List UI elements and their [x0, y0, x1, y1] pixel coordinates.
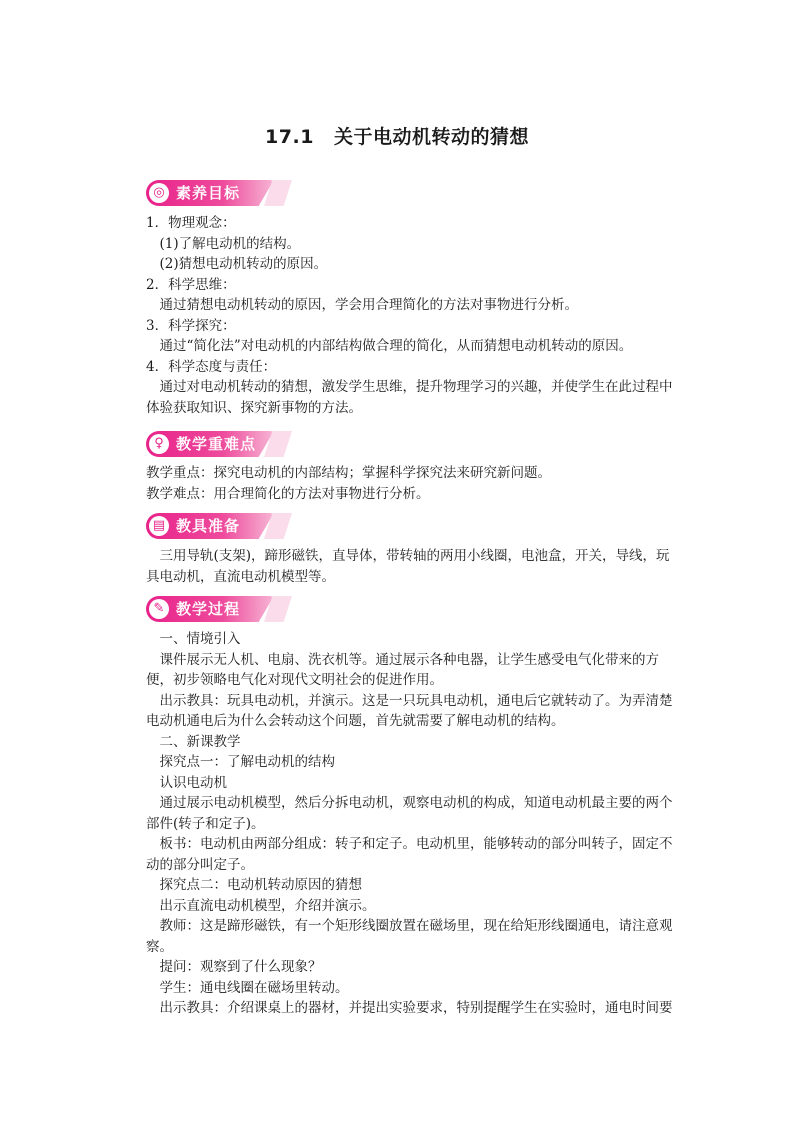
section-badge-goals — [146, 180, 296, 206]
paragraph: 探究点一：了解电动机的结构 — [159, 754, 335, 770]
paragraph: 教学难点：用合理简化的方法对事物进行分析。 — [146, 485, 430, 502]
pin-icon: ♀ — [149, 434, 169, 454]
paragraph: 1．物理观念： — [146, 215, 236, 231]
paragraph: 三用导轨(支架)，蹄形磁铁，直导体，带转轴的两用小线圈，电池盒，开关，导线，玩具电动机，直流电动机模型等。 — [146, 548, 670, 585]
section-badge-process — [146, 596, 296, 622]
paragraph: 出示教具：介绍课桌上的器材，并提出实验要求，特别提醒学生在实验时，通电时间要 — [159, 1000, 673, 1016]
paragraph: 通过对电动机转动的猜想，激发学生思维，提升物理学习的兴趣，并使学生在此过程中体验获取知识、探究新事物的方法。 — [146, 379, 673, 416]
section-heading-process: 教学过程 — [176, 600, 241, 618]
paragraph: 板书：电动机由两部分组成：转子和定子。电动机里，能够转动的部分叫转子，固定不动的部分叫定子。 — [146, 836, 673, 873]
paragraph: 教学重点：探究电动机的内部结构；掌握科学探究法来研究新问题。 — [146, 465, 551, 481]
section-heading-key-points: 教学重难点 — [176, 435, 257, 453]
paragraph: 通过“简化法”对电动机的内部结构做合理的简化，从而猜想电动机转动的原因。 — [159, 338, 633, 354]
page-title — [0, 122, 794, 149]
pencil-icon: ✎ — [149, 599, 169, 619]
paragraph: (1)了解电动机的结构。 — [159, 235, 301, 252]
paragraph: 认识电动机 — [159, 774, 227, 791]
paragraph: (2)猜想电动机转动的原因。 — [159, 256, 328, 272]
paragraph: 二、新课教学 — [159, 733, 241, 750]
section-badge-materials — [146, 513, 296, 539]
book-icon: ▤ — [149, 516, 169, 536]
paragraph: 出示教具：玩具电动机，并演示。这是一只玩具电动机，通电后它就转动了。为弄清楚电动机通电后为什么会转动这个问题，首先就需要了解电动机的结构。 — [146, 692, 673, 729]
paragraph: 探究点二：电动机转动原因的猜想 — [159, 877, 362, 893]
paragraph: 通过猜想电动机转动的原因，学会用合理简化的方法对事物进行分析。 — [159, 297, 578, 313]
title-text: 关于电动机转动的猜想 — [333, 126, 529, 148]
paragraph: 出示直流电动机模型，介绍并演示。 — [159, 897, 376, 914]
section-heading-materials: 教具准备 — [176, 517, 241, 535]
target-icon: ◎ — [149, 183, 169, 203]
section-body-process — [146, 629, 676, 1019]
paragraph: 课件展示无人机、电扇、洗衣机等。通过展示各种电器，让学生感受电气化带来的方便，初步领略电气化对现代文明社会的促进作用。 — [146, 651, 659, 688]
paragraph: 学生：通电线圈在磁场里转动。 — [159, 979, 349, 996]
section-body-goals — [146, 213, 676, 418]
paragraph: 提问：观察到了什么现象？ — [159, 959, 322, 975]
paragraph: 教师：这是蹄形磁铁，有一个矩形线圈放置在磁场里，现在给矩形线圈通电，请注意观察。 — [146, 918, 673, 955]
section-body-materials — [146, 546, 676, 587]
paragraph: 通过展示电动机模型，然后分拆电动机，观察电动机的构成，知道电动机最主要的两个部件(转子和定子)。 — [146, 795, 673, 832]
paragraph: 2．科学思维： — [146, 276, 236, 293]
paragraph: 3．科学探究： — [146, 317, 236, 334]
section-badge-key-points — [146, 431, 296, 457]
paragraph: 4．科学态度与责任： — [146, 358, 277, 375]
section-number: 17.1 — [265, 126, 314, 148]
section-heading-goals: 素养目标 — [176, 184, 241, 202]
paragraph: 一、情境引入 — [159, 631, 241, 647]
section-body-key-points — [146, 463, 676, 504]
